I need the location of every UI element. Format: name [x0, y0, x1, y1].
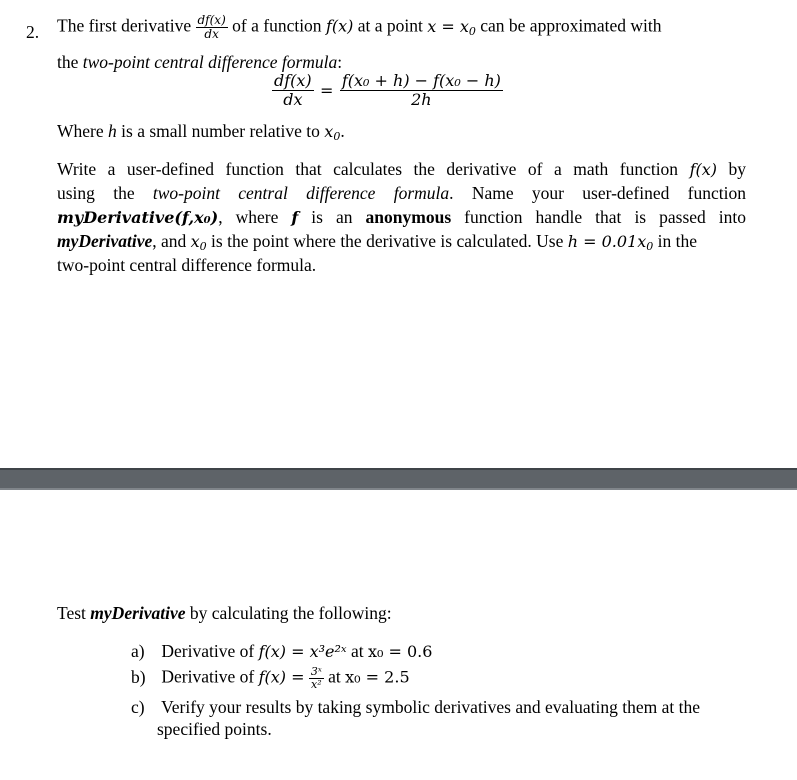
math-h: h: [108, 121, 117, 141]
text-segment: , where: [218, 207, 279, 227]
derivative-fraction: [196, 14, 228, 41]
text-segment: is the point where the derivative is calculated. Use: [211, 231, 564, 251]
list-label: c): [131, 697, 145, 717]
equals-sign: =: [320, 80, 334, 100]
test-intro: [57, 603, 392, 624]
text-segment: using the: [57, 183, 135, 203]
text-segment: by calculating the following:: [189, 603, 392, 623]
math-text: x: [324, 122, 334, 141]
function-name: myDerivative: [57, 231, 153, 251]
fraction-numerator: df(x): [274, 71, 312, 90]
page-divider: [0, 468, 797, 490]
formula-name: two-point central difference formula: [82, 52, 338, 72]
text-segment: Write a user-defined function that calculates the derivative of a math function: [57, 159, 679, 179]
function-name: myDerivative: [90, 603, 186, 623]
text-segment: , and: [152, 231, 187, 251]
math-text: h = 0.01x: [567, 232, 647, 251]
where-line: [57, 121, 345, 143]
list-item-continuation: specified points.: [157, 719, 272, 739]
text-segment: can be approximated with: [480, 15, 662, 36]
p2-line-1: [57, 159, 746, 180]
math-fx: f(x): [325, 16, 354, 36]
list-label: b): [131, 666, 146, 687]
text-segment: at a point: [357, 15, 423, 36]
p2-line-4: [57, 231, 697, 253]
central-difference-equation: [272, 72, 503, 108]
fraction-numerator: f(x₀ + h) − f(x₀ − h): [341, 71, 501, 90]
list-label: a): [131, 641, 145, 661]
fraction-denominator: dx: [204, 27, 219, 42]
text-segment: at: [350, 641, 364, 661]
fraction-numerator: df(x): [197, 13, 226, 27]
equation-lhs: [272, 72, 314, 108]
math-expression: f(x) = x³e²ˣ: [258, 642, 347, 661]
math-expression: f(x) =: [258, 667, 305, 687]
p2-line-3: [57, 207, 746, 228]
small-fraction: [309, 666, 324, 691]
text-segment: is a small number relative to: [121, 121, 320, 141]
text-segment: . Name your user-defined function: [449, 183, 746, 203]
list-item: [131, 641, 432, 662]
text-segment: is an: [311, 207, 353, 227]
math-point: x₀ = 0.6: [367, 642, 433, 661]
problem-line-1: [57, 14, 747, 41]
math-subscript: 0: [468, 24, 476, 38]
text-segment: Where: [57, 121, 104, 141]
math-point: x₀ = 2.5: [345, 667, 410, 687]
p2-line-2: [57, 183, 746, 204]
fraction-numerator: 3ˣ: [310, 665, 322, 678]
text-segment: Derivative of: [161, 641, 255, 661]
text-segment: Test: [57, 603, 86, 623]
math-x0: [191, 232, 207, 251]
problem-number: 2.: [26, 22, 40, 42]
list-item: [131, 697, 700, 718]
math-fx: f(x): [689, 160, 717, 179]
list-item: [131, 666, 410, 691]
math-subscript: 0: [646, 240, 654, 253]
text-segment: .: [340, 121, 345, 141]
text-segment: Derivative of: [161, 666, 255, 687]
math-subscript: 0: [333, 130, 341, 143]
fraction-denominator: 2h: [411, 89, 432, 109]
math-x-eq-x0: [427, 17, 476, 36]
text-segment: Verify your results by taking symbolic derivatives and evaluating them at the: [161, 697, 701, 717]
text-segment: by: [728, 159, 746, 179]
p2-line-5: two-point central difference formula.: [57, 255, 317, 275]
text-segment: :: [337, 52, 343, 72]
equation-rhs: [340, 72, 503, 108]
math-f: f: [291, 208, 299, 227]
keyword-anonymous: anonymous: [365, 207, 452, 227]
math-x0: [324, 122, 340, 141]
text-segment: at: [328, 666, 341, 687]
math-h-eq: [568, 232, 654, 251]
text-segment: function handle that is passed into: [464, 207, 747, 227]
fraction-denominator: dx: [283, 89, 303, 109]
math-subscript: 0: [199, 240, 207, 253]
text-segment: in the: [657, 231, 698, 251]
text-segment: The first derivative: [57, 15, 192, 36]
math-text: x = x: [427, 16, 469, 36]
formula-name: two-point central difference formula: [152, 183, 450, 203]
fraction-denominator: x²: [311, 678, 322, 692]
text-segment: the: [57, 52, 79, 72]
problem-line-2: [57, 52, 342, 73]
text-segment: of a function: [232, 15, 322, 36]
math-text: x: [190, 232, 200, 251]
function-signature: myDerivative(f,x₀): [57, 208, 219, 227]
